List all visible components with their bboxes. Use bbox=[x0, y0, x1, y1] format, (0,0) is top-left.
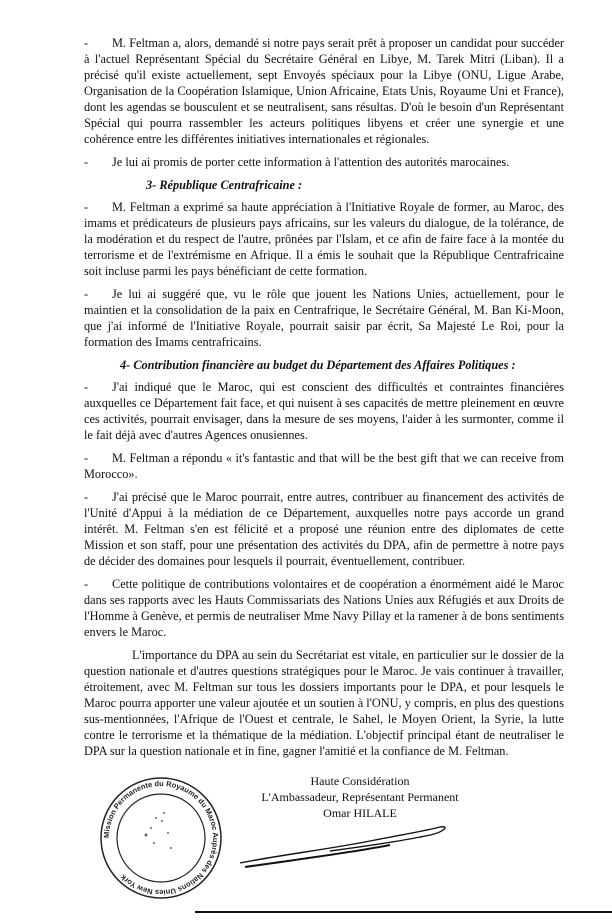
closing-line: Haute Considération bbox=[310, 774, 410, 788]
signatory-name: Omar HILALE bbox=[323, 806, 397, 820]
stamp-text: Mission Permanente du Royaume du Maroc Auprès des Nations Unies New York bbox=[101, 778, 221, 898]
paragraph-financial-difficulties bbox=[84, 379, 564, 443]
section-heading-contribution: 4- Contribution financière au budget du Département des Affaires Politiques : bbox=[120, 358, 516, 372]
closing-area bbox=[96, 773, 612, 903]
bullet-dash: - bbox=[84, 490, 89, 504]
paragraph-text: J'ai indiqué que le Maroc, qui est conscient des difficultés et contraintes financières auxquelles ce Département fait face, et qui nuisent à ses capacités de mettre pleinement en œuvre ces activités, pourrait envisager, dans la mesure de ses moyens, l'aider à les surmonter, comme il le fait déjà avec d'autres Agences onusiennes. bbox=[84, 380, 564, 442]
handwritten-signature bbox=[240, 823, 460, 873]
paragraph-text: Je lui ai suggéré que, vu le rôle que jouent les Nations Unies, actuellement, pour le maintien et la consolidation de la paix en Centrafrique, le Secrétaire Général, M. Ban Ki-Moon, que j'ai informé de l'Initiative Royale, pourrait saisir par écrit, Sa Majesté Le Roi, pour la formation des Imams centrafricains. bbox=[84, 287, 564, 349]
signature-block bbox=[240, 773, 480, 821]
paragraph-text: M. Feltman a, alors, demandé si notre pays serait prêt à proposer un candidat pour succéder à l'actuel Représentant Spécial du Secrétaire Général en Libye, M. Tarek Mitri (Liban). Il a précisé qu'il existe actuellement, sept Envoyés spéciaux pour la Libye (ONU, Ligue Arabe, Organisation de la Coopération Islamique, Union Africaine, Etats Unis, Royaume Uni et France), dont les agendas se bousculent et se neutralisent, sans résultas. D'où le besoin d'un Représentant Spécial qui pourra rassembler les acteurs politiques libyens et créer une synergie et une cohérence entre les différentes initiatives internationales et régionales. bbox=[84, 36, 564, 146]
paragraph-text: Cette politique de contributions volontaires et de coopération a énormément aidé le Maroc dans ses rapports avec les Hauts Commissariats des Nations Unies aux Réfugiés et aux Droits de l'Homme à Genève, et permis de neutraliser Mme Navy Pillay et la ramener à de bons sentiments envers le Maroc. bbox=[84, 577, 564, 639]
paragraph-text: M. Feltman a exprimé sa haute appréciation à l'Initiative Royale de former, au Maroc, des imams et prédicateurs de plusieurs pays africains, sur les valeurs du dialogue, de la tolérance, de la modération et du respect de l'autre, prônées par l'Islam, et ce afin de faire face à la montée du terrorisme et de l'extrémisme en Afrique. Il a émis le souhait que la République Centrafricaine soit incluse parmi les pays bénéficiant de cette formation. bbox=[84, 200, 564, 278]
bullet-dash: - bbox=[84, 200, 89, 214]
paragraph-promise bbox=[84, 154, 564, 170]
paragraph-libya-candidate bbox=[84, 35, 564, 147]
section-heading-centrafrique: 3- République Centrafricaine : bbox=[146, 178, 303, 192]
bullet-dash: - bbox=[84, 380, 89, 394]
bottom-rule bbox=[195, 911, 612, 913]
stamp-emblem bbox=[145, 812, 173, 849]
paragraph-mediation-unit bbox=[84, 489, 564, 569]
bullet-dash: - bbox=[84, 155, 89, 169]
official-stamp bbox=[96, 773, 226, 903]
paragraph-dpa-importance: L'importance du DPA au sein du Secrétariat est vitale, en particulier sur le dossier de la question nationale et d'autres questions stratégiques pour le Maroc. Je vais continuer à travailler, étroitement, avec M. Feltman sur tous les dossiers importants pour le DPA, et pour lesquels le Maroc pourra apporter une valeur ajoutée et un soutien à l'ONU, y compris, en plus des questions sus-mentionnées, l'Afrique de l'Ouest et centrale, le Sahel, le Moyen Orient, la Syrie, la lutte contre le terrorisme et la thématique de la médiation. L'objectif principal étant de neutraliser le DPA sur la question nationale et in fine, gagner l'amitié et la confiance de M. Feltman. bbox=[84, 648, 564, 758]
paragraph-text: J'ai précisé que le Maroc pourrait, entre autres, contribuer au financement des activités de l'Unité d'Appui à la médiation de ce Département, auxquelles notre pays accorde un grand intérêt. M. Feltman s'en est félicité et a proposé une réunion entre des diplomates de cette Mission et son staff, pour une présentation des activités du DPA, afin de permettre à notre pays de décider des domaines pour lesquels il pourrait, éventuellement, contribuer. bbox=[84, 490, 564, 568]
bullet-dash: - bbox=[84, 451, 89, 465]
paragraph-text: Je lui ai promis de porter cette information à l'attention des autorités marocaines. bbox=[112, 155, 510, 169]
signature-column bbox=[240, 773, 480, 873]
bullet-dash: - bbox=[84, 36, 89, 50]
paragraph-feltman-reply bbox=[84, 450, 564, 482]
paragraph-imams-initiative bbox=[84, 199, 564, 279]
bullet-dash: - bbox=[84, 577, 89, 591]
signatory-title: L'Ambassadeur, Représentant Permanent bbox=[261, 790, 459, 804]
paragraph-ban-ki-moon bbox=[84, 286, 564, 350]
paragraph-text: M. Feltman a répondu « it's fantastic and that will be the best gift that we can receive from Morocco». bbox=[84, 451, 564, 481]
svg-text:Mission Permanente du Royaume bbox=[102, 779, 220, 897]
bullet-dash: - bbox=[84, 287, 89, 301]
paragraph-voluntary-contributions bbox=[84, 576, 564, 640]
